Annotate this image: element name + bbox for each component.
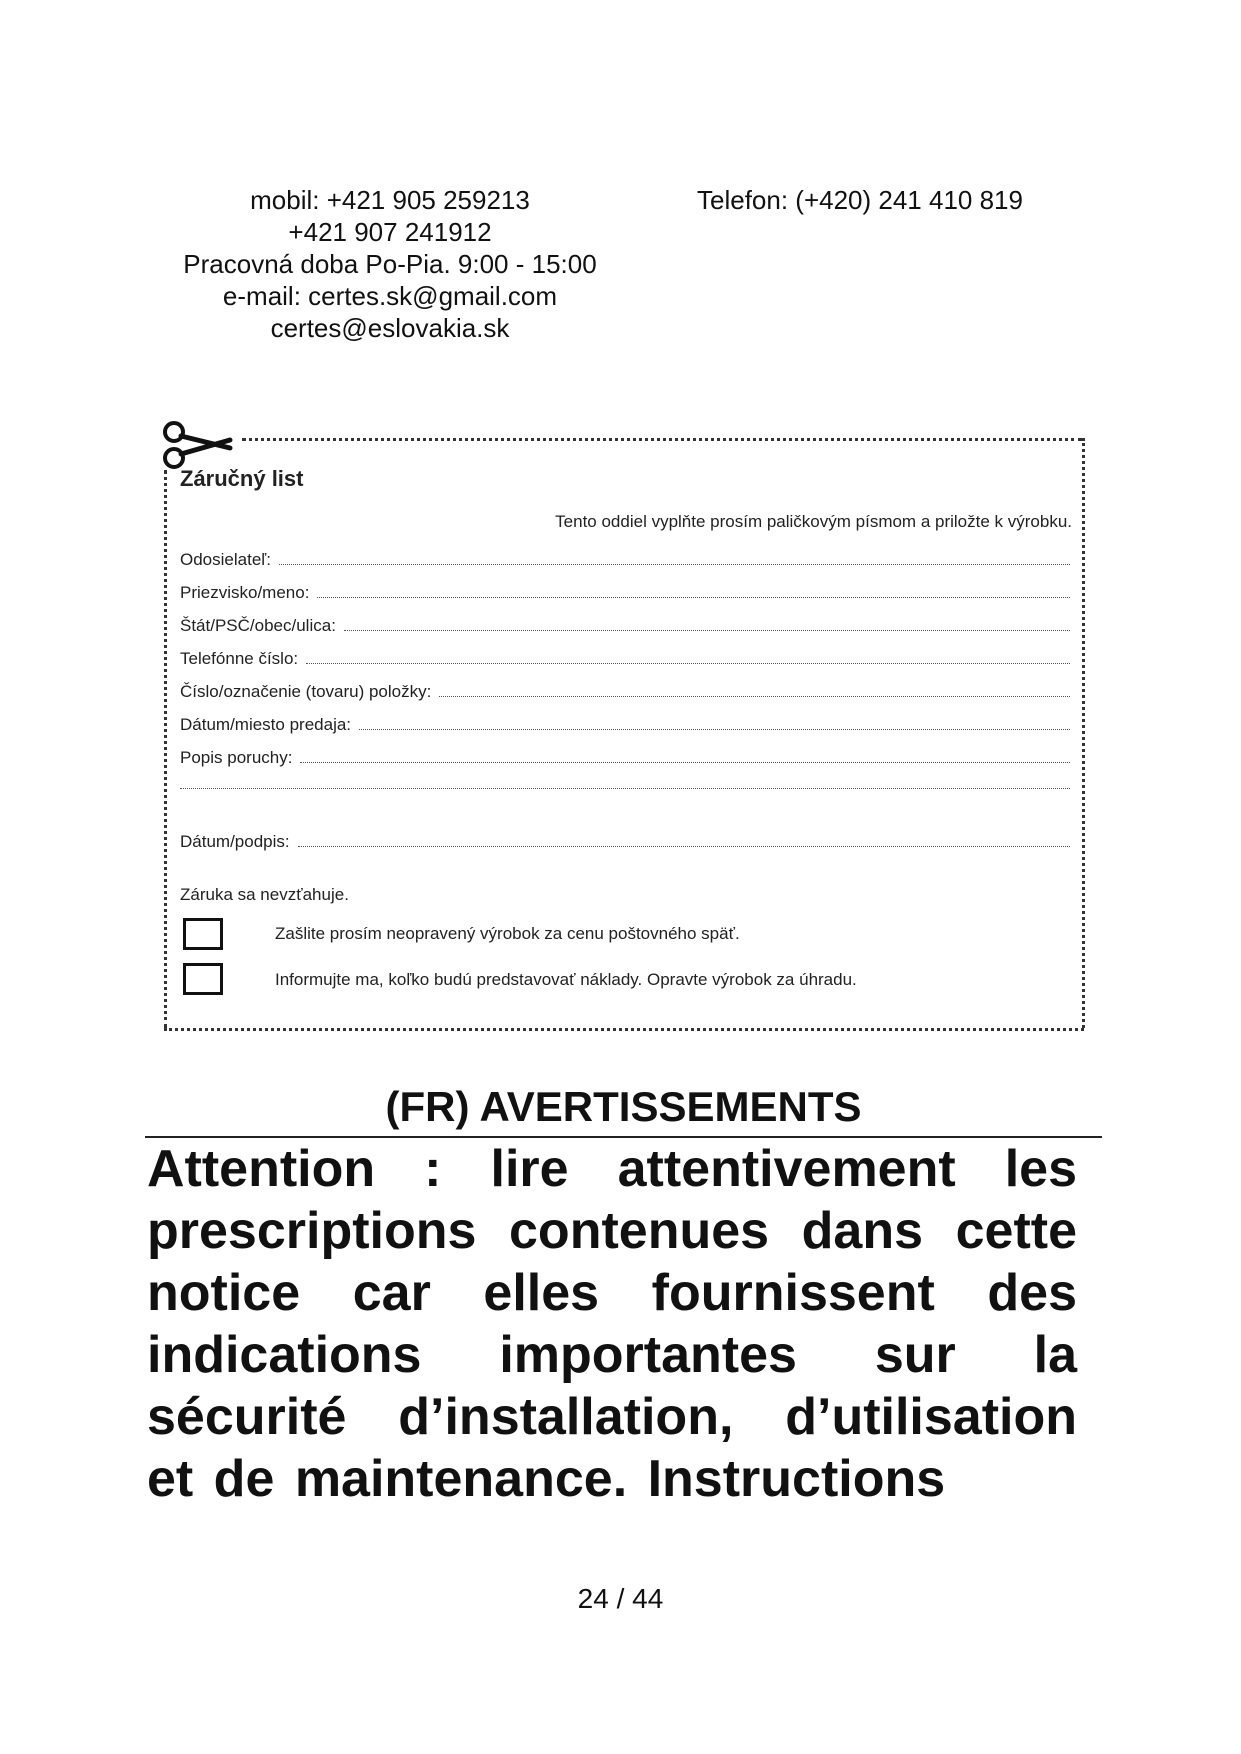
field-label: Číslo/označenie (tovaru) položky: <box>180 682 432 701</box>
cut-line-bottom <box>164 1028 1084 1031</box>
working-hours: Pracovná doba Po-Pia. 9:00 - 15:00 <box>183 249 597 279</box>
section-heading: (FR) AVERTISSEMENTS <box>385 1083 862 1130</box>
fill-line[interactable] <box>279 552 1070 565</box>
field-label: Dátum/podpis: <box>180 832 290 851</box>
field-phone <box>180 649 1070 669</box>
field-sender <box>180 550 1070 570</box>
checkbox-return-unrepaired[interactable] <box>183 918 223 950</box>
cut-line-right <box>1082 438 1085 1028</box>
fill-line[interactable] <box>300 750 1070 763</box>
field-address <box>180 616 1070 636</box>
page-number: 24 / 44 <box>577 1583 664 1614</box>
email-line-2: certes@eslovakia.sk <box>270 313 510 343</box>
fill-line[interactable] <box>359 717 1070 730</box>
field-name <box>180 583 1070 603</box>
phone-cz: Telefon: (+420) 241 410 819 <box>697 185 1023 215</box>
checkbox-repair-for-fee[interactable] <box>183 963 223 995</box>
field-sale-date-place <box>180 715 1070 735</box>
cut-line-top <box>242 438 1082 441</box>
fill-line[interactable] <box>439 684 1070 697</box>
warning-paragraph: Attention : lire attentivement les prescriptions contenues dans cette notice car elles fournissent des indications importantes sur la sécurité d’installation, d’utilisation et de maintenance. Instructions <box>147 1140 1077 1508</box>
field-label: Odosielateľ: <box>180 550 271 569</box>
field-fault-description <box>180 748 1070 768</box>
field-date-signature <box>180 832 1070 852</box>
field-label: Popis poruchy: <box>180 748 293 767</box>
fill-line[interactable] <box>317 585 1070 598</box>
email-line-1: e-mail: certes.sk@gmail.com <box>222 281 558 311</box>
fault-description-extra-line[interactable] <box>180 788 1070 789</box>
warranty-coupon <box>150 410 1096 1035</box>
field-label: Dátum/miesto predaja: <box>180 715 352 734</box>
option-repair-for-fee: Informujte ma, koľko budú predstavovať náklady. Opravte výrobok za úhradu. <box>275 970 857 989</box>
field-item-number <box>180 682 1070 702</box>
scissors-icon <box>160 420 234 470</box>
fill-line[interactable] <box>298 834 1070 847</box>
field-label: Priezvisko/meno: <box>180 583 310 602</box>
cut-line-left <box>164 470 167 1028</box>
field-label: Telefónne číslo: <box>180 649 299 668</box>
contact-block-sk <box>160 184 620 344</box>
mobile-line-2: +421 907 241912 <box>288 217 492 247</box>
option-return-unrepaired: Zašlite prosím neopravený výrobok za cenu poštovného späť. <box>275 924 740 943</box>
form-title: Záručný list <box>180 466 304 491</box>
mobile-line-1: mobil: +421 905 259213 <box>250 185 530 215</box>
fill-line[interactable] <box>344 618 1070 631</box>
warranty-note: Záruka sa nevzťahuje. <box>180 885 349 904</box>
form-instruction: Tento oddiel vyplňte prosím paličkovým písmom a priložte k výrobku. <box>555 512 1072 531</box>
field-label: Štát/PSČ/obec/ulica: <box>180 616 336 635</box>
fill-line[interactable] <box>306 651 1070 664</box>
